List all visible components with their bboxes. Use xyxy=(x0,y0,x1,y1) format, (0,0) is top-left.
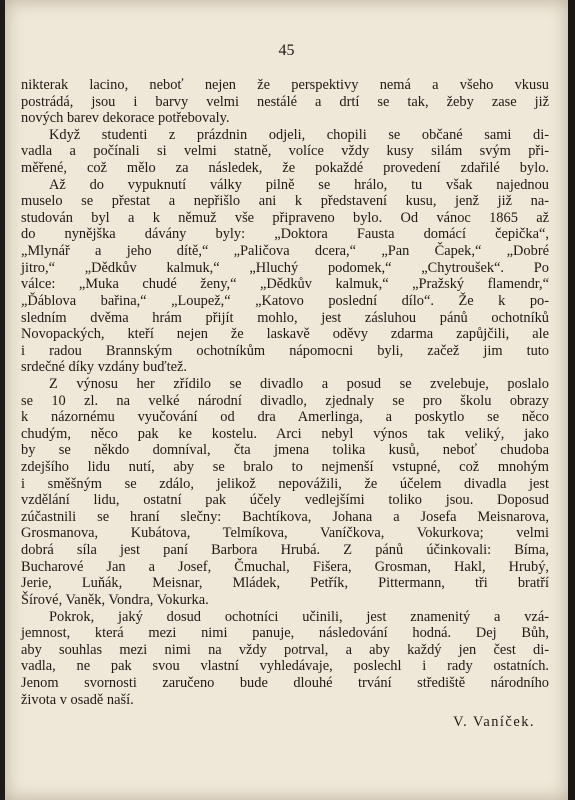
text-line: života v osadě naší. xyxy=(21,691,134,708)
text-line: „Ďáblova bařina,“ „Loupež,“ „Katovo poslední dílo“. Že k po- xyxy=(21,292,549,309)
text-line: muselo se přestat a nepřišlo ani k představení kusu, jenž již na- xyxy=(21,193,549,210)
text-line: i směšným se zdálo, jelikož nepovážili, že účelem divadla jest xyxy=(21,475,549,492)
text-line: Až do vypuknutí války pilně se hrálo, tu však najednou xyxy=(49,176,549,193)
text-line: k názornému vyučování od dra Amerlinga, a poskytlo se něco xyxy=(21,409,549,426)
signature: V. Vaníček. xyxy=(453,714,535,731)
text-line: dobrá síla jest paní Barbora Hrubá. Z pánů účinkovali: Bíma, xyxy=(21,542,549,559)
text-line: studován byl a k němuž vše připraveno bylo. Od vánoc 1865 až xyxy=(21,209,549,226)
text-line: srdečné díky vzdány buďtež. xyxy=(21,359,187,376)
text-line: by se někdo domníval, čta jmena tolika kusů, neboť chudoba xyxy=(21,442,549,459)
text-line: aby souhlas mezi nimi na vždy potrval, a aby každý jen čest di- xyxy=(21,641,549,658)
text-line: Jerie, Luňák, Meisnar, Mládek, Petřík, Pittermann, tři bratří xyxy=(21,575,549,592)
text-line: vzdělání lidu, ostatní pak účely vedlejšími toliko jsou. Doposud xyxy=(21,492,549,509)
document-page xyxy=(5,0,568,800)
text-line: Grosmanova, Kubátova, Telmíkova, Vaníčkova, Vokurkova; velmi xyxy=(21,525,549,542)
text-line: Bucharové Jan a Josef, Čmuchal, Fišera, Grosman, Hakl, Hrubý, xyxy=(21,558,549,575)
text-line: válce: „Muka chudé ženy,“ „Dědkův kalmuk,“ „Pražský flamendr,“ xyxy=(21,276,549,293)
text-line: zúčastnili se hraní slečny: Bachtíkova, Johana a Josefa Meisnarova, xyxy=(21,508,549,525)
text-line: Jenom svornosti zaručeno bude dlouhé trvání střediště národního xyxy=(21,674,549,691)
text-line: měřené, což mělo za následek, že pokaždé provedení zdařilé bylo. xyxy=(21,160,549,177)
text-line: Novopackých, kteří nejen že laskavě oděvy zdarma zapůjčili, ale xyxy=(21,326,549,343)
text-line: „Mlynář a jeho dítě,“ „Paličova dcera,“ „Pan Čapek,“ „Dobré xyxy=(21,243,549,260)
page-number: 45 xyxy=(278,42,295,59)
page-left-edge xyxy=(0,0,5,800)
text-line: nikterak lacino, neboť nejen že perspektivy nemá a všeho vkusu xyxy=(21,77,549,93)
page-right-edge xyxy=(568,0,575,800)
text-line: Když studenti z prázdnin odjeli, chopili se občané sami di- xyxy=(49,126,549,143)
text-line: vadla a počínali si velmi statně, volíce vždy kusy silám svým při- xyxy=(21,143,549,160)
text-line: chudým, něco pak ke kostelu. Arci nebyl výnos tak veliký, jako xyxy=(21,425,549,442)
text-line: vadla, ne pak svou vlastní vyhledávaje, poslechl i rady ostatních. xyxy=(21,658,549,675)
text-line: jemnost, která mezi nimi panuje, následování hodná. Dej Bůh, xyxy=(21,625,549,642)
text-line: jitro,“ „Dědkův kalmuk,“ „Hluchý podomek,“ „Chytroušek“. Po xyxy=(21,259,549,276)
body-text xyxy=(21,77,549,732)
text-line: se 10 zl. na velké národní divadlo, zjednaly se pro školu obrazy xyxy=(21,392,549,409)
text-line: i radou Brannským ochotníkům nápomocni byli, začež jim tuto xyxy=(21,342,549,359)
text-line: nových barev dekorace potřebovaly. xyxy=(21,110,230,127)
text-line: do nynějška dávány byly: „Doktora Fausta domácí čepička“, xyxy=(21,226,549,243)
text-line: Z výnosu her zřídilo se divadlo a posud se zvelebuje, poslalo xyxy=(49,375,549,392)
text-line: sledním dvěma hrám přijít mohlo, jest zásluhou pánů ochotníků xyxy=(21,309,549,326)
text-line: postrádá, jsou i barvy velmi nestálé a drtí se tak, žeby zase již xyxy=(21,93,549,110)
text-line: Šírové, Vaněk, Vondra, Vokurka. xyxy=(21,591,209,608)
text-line: zdejšího lidu nutí, aby se bralo to nejmenší vstupné, což mnohým xyxy=(21,459,549,476)
text-line: Pokrok, jaký dosud ochotníci učinili, jest znamenitý a vzá- xyxy=(49,608,549,625)
